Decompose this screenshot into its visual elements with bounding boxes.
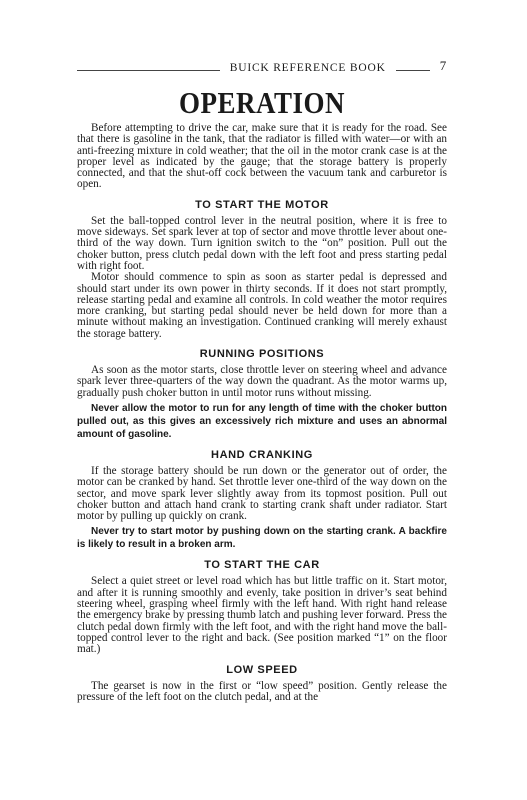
section-heading-start-car: TO START THE CAR (204, 559, 320, 572)
section-heading-start-motor: TO START THE MOTOR (195, 198, 329, 211)
section-heading-hand-cranking: HAND CRANKING (211, 448, 313, 461)
section-heading-low-speed: LOW SPEED (226, 663, 298, 676)
running-positions-paragraph: As soon as the motor starts, close throttle lever on steering wheel and advance spark lever three-quarters of the way down the quadrant. As the motor warms up, gradually push choker button in until motor runs without missing. (77, 364, 447, 399)
start-motor-paragraph-1: Set the ball-topped control lever in the neutral position, where it is free to move sideways. Set spark lever at top of sector and move throttle lever about one-third of the way down. Turn ignition switch to the “on” position. Pull out the choker button, press clutch pedal down with the left foot and press starting pedal with right foot. (77, 214, 447, 272)
low-speed-paragraph: The gearset is now in the first or “low speed” position. Gently release the pressure of the left foot on the clutch pedal, and at the (77, 679, 447, 703)
start-motor-paragraph-2: Motor should commence to spin as soon as starter pedal is depressed and should start under its own power in thirty seconds. If it does not start promptly, release starting pedal and examine all controls. In cold weather the motor requires more cranking, but starting pedal should never be held down for more than a minute without making an investigation. Continued cranking will merely exhaust the storage battery. (77, 271, 447, 340)
page-number: 7 (439, 58, 447, 73)
section-heading-running-positions: RUNNING POSITIONS (199, 348, 325, 361)
running-header (77, 56, 447, 74)
header-rule-right (396, 70, 430, 71)
crank-warning: Never try to start motor by pushing down on the starting crank. A backfire is likely to result in a broken arm. (77, 526, 447, 551)
header-rule-left (77, 70, 220, 71)
choker-warning: Never allow the motor to run for any length of time with the choker button pulled out, as this gives an excessively rich mixture and uses an abnormal amount of gasoline. (77, 402, 447, 440)
running-title: BUICK REFERENCE BOOK (229, 62, 386, 74)
start-car-paragraph: Select a quiet street or level road which has but little traffic on it. Start motor, and after it is running smoothly and evenly, take position in driver’s seat behind steering wheel, grasping wheel firmly with the left hand. With right hand release the emergency brake by pressing thumb latch and pushing lever forward. Press the clutch pedal down firmly with the left foot, and with the right hand move the ball-topped control lever to the right and back. (See position marked “1” on the floor mat.) (77, 575, 447, 656)
hand-cranking-paragraph: If the storage battery should be run down or the generator out of order, the motor can be cranked by hand. Set throttle lever one-third of the way down on the sector, and move spark lever slightly away from its topmost position. Pull out choker button and attach hand crank to starting crank shaft under radiator. Start motor by pulling up quickly on crank. (77, 464, 447, 523)
page-title: OPERATION (178, 86, 345, 120)
intro-paragraph: Before attempting to drive the car, make sure that it is ready for the road. See that there is gasoline in the tank, that the radiator is filled with water—or with an anti-freezing mixture in cold weather; that the oil in the motor crank case is at the proper level as indicated by the gauge; that the storage battery is properly connected, and that the shut-off cock between the vacuum tank and carburetor is open. (77, 122, 447, 191)
